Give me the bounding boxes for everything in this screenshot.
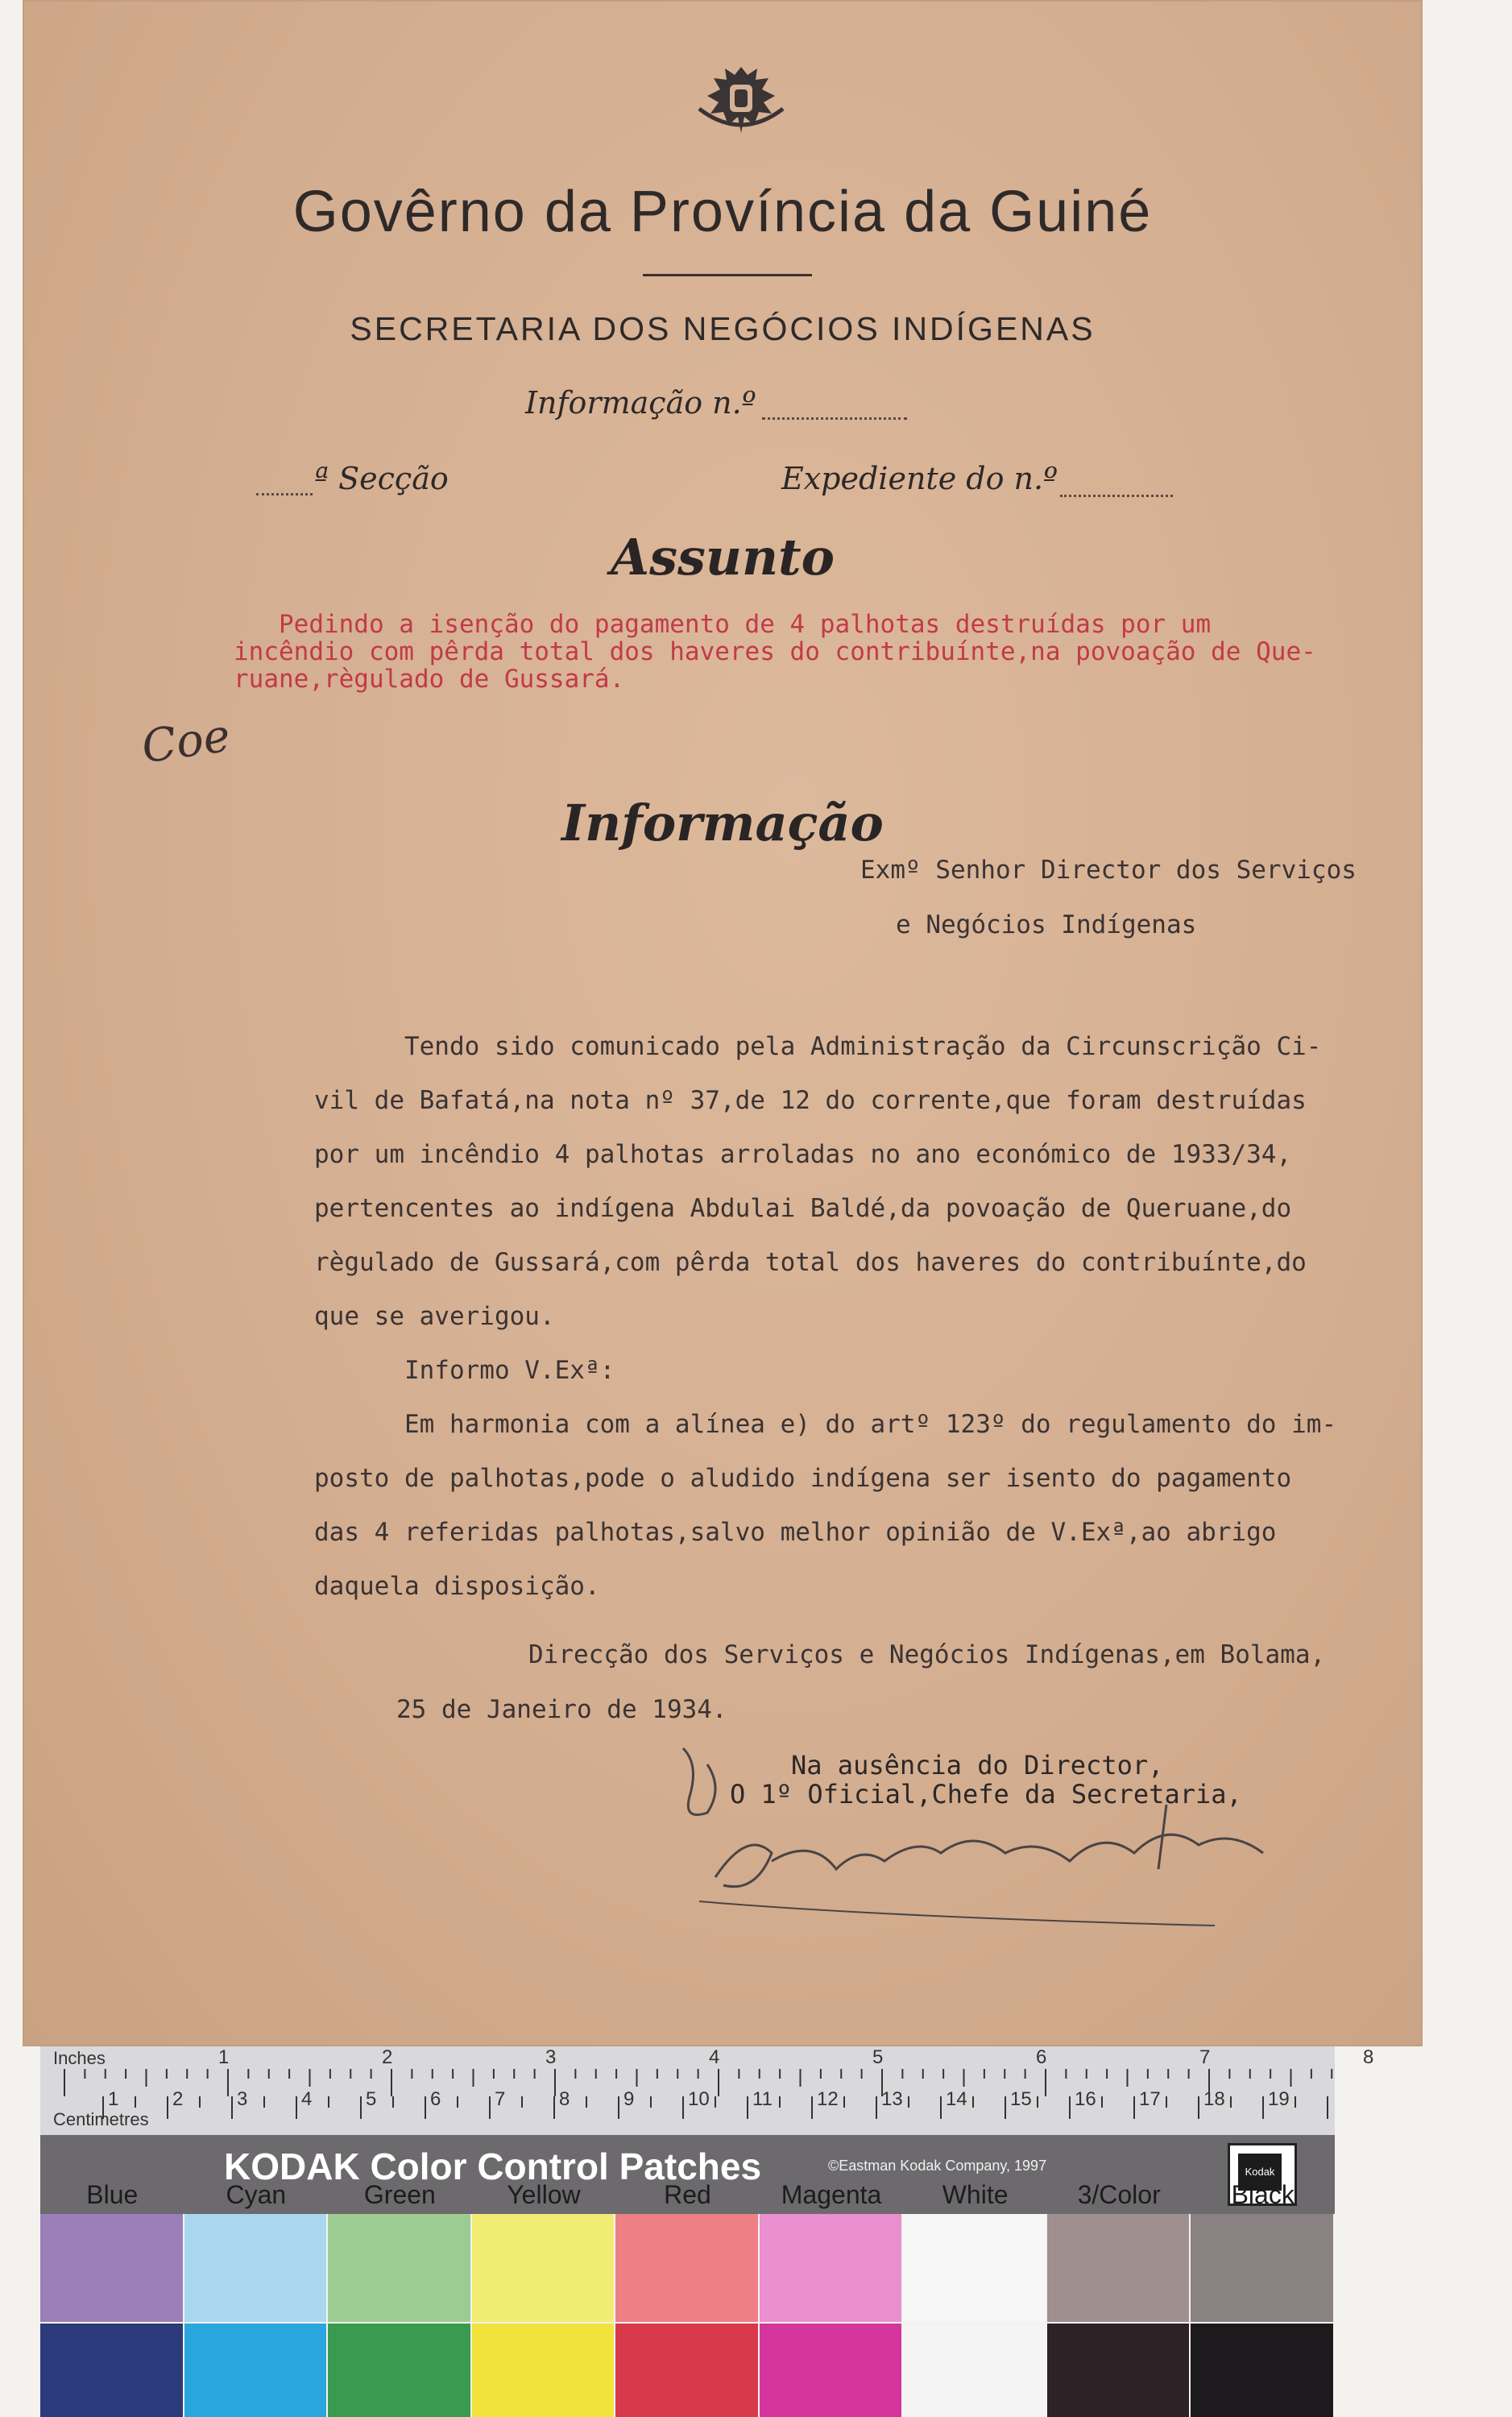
body-line: das 4 referidas palhotas,salvo melhor opinião de V.Exª,ao abrigo [314,1518,1277,1547]
cm-number: 17 [1139,2088,1161,2110]
patch-label: Black [1231,2180,1295,2209]
assunto-line: incêndio com pêrda total dos haveres do contribuínte,na povoação de Que- [234,637,1316,666]
kodak-logo-mark: Kodak [1238,2154,1282,2191]
body-line: daquela disposição. [314,1572,600,1601]
place-line: Direcção dos Serviços e Negócios Indígenas,em Bolama, [528,1640,1326,1669]
color-patch-dark [472,2324,615,2417]
patch-label: Red [664,2180,711,2209]
cm-number: 6 [430,2088,441,2110]
cm-number: 7 [495,2088,506,2110]
document-title: Govêrno da Província da Guiné [292,180,1153,244]
informacao-number-label: Informação n.º [525,385,756,421]
color-patch-light [615,2214,758,2322]
inch-number: 2 [382,2046,393,2068]
salutation-line-1: Exmº Senhor Director dos Serviços [860,856,1357,885]
kodak-brand-title: KODAK Color Control Patches [224,2145,762,2187]
color-patch-light [40,2214,183,2322]
cm-number: 9 [623,2088,635,2110]
body-line: règulado de Gussará,com pêrda total dos haveres do contribuínte,do [314,1248,1307,1277]
inch-number: 5 [872,2046,884,2068]
information-body [314,1020,1336,1614]
coat-of-arms-emblem [691,60,791,141]
cm-number: 1 [108,2088,119,2110]
color-patch-dark [184,2324,327,2417]
color-patch-light [1191,2214,1333,2322]
assunto-text [234,611,1316,693]
cm-number: 13 [881,2088,903,2110]
title-divider [643,274,812,276]
color-patch-dark [903,2324,1046,2417]
body-line: Em harmonia com a alínea e) do artº 123º do regulamento do im- [314,1410,1337,1439]
color-patch-light [1047,2214,1190,2322]
cm-number: 16 [1075,2088,1096,2110]
signature-line-1: Na ausência do Director, [791,1750,1164,1781]
color-patch-light [328,2214,470,2322]
color-patch-dark [615,2324,758,2417]
inch-number: 7 [1199,2046,1211,2068]
cm-number: 19 [1268,2088,1290,2110]
patch-label: Yellow [507,2180,581,2209]
color-patch-dark [1047,2324,1190,2417]
cm-number: 2 [172,2088,184,2110]
color-patch-light [903,2214,1046,2322]
body-line: vil de Bafatá,na nota nº 37,de 12 do corrente,que foram destruídas [314,1086,1307,1115]
color-patch-dark [760,2324,902,2417]
kodak-copyright: ©Eastman Kodak Company, 1997 [828,2158,1047,2174]
cm-number: 4 [301,2088,313,2110]
patch-label: Green [363,2180,436,2209]
body-line: posto de palhotas,pode o aludido indígena ser isento do pagamento [314,1464,1292,1493]
document-page [23,0,1423,2046]
department-heading: SECRETARIA DOS NEGÓCIOS INDÍGENAS [350,310,1096,347]
secao-blank [256,493,313,495]
cm-number: 14 [946,2088,967,2110]
assunto-heading: Assunto [610,528,835,587]
patch-label: White [942,2180,1009,2209]
body-line: que se averigou. [314,1302,555,1331]
body-line: por um incêndio 4 palhotas arroladas no ano económico de 1933/34, [314,1140,1292,1169]
margin-note: Coe [139,709,234,774]
cm-number: 18 [1203,2088,1225,2110]
patch-label: Cyan [226,2180,287,2209]
signature-line-2: O 1º Oficial,Chefe da Secretaria, [730,1779,1242,1810]
secao-label: ª Secção [314,461,449,496]
kodak-color-control-strip [40,2046,1374,2417]
salutation-line-2: e Negócios Indígenas [896,910,1197,939]
inch-number: 8 [1363,2046,1374,2068]
expediente-blank [1060,495,1173,497]
cm-number: 11 [752,2088,773,2110]
cm-number: 15 [1010,2088,1032,2110]
patch-label: 3/Color [1077,2180,1161,2209]
color-patch-dark [1191,2324,1333,2417]
inch-number: 3 [545,2046,557,2068]
color-patch-light [760,2214,902,2322]
cm-number: 8 [559,2088,570,2110]
cm-number: 3 [237,2088,248,2110]
centimetres-label: Centimetres [53,2109,149,2129]
inch-number: 1 [218,2046,230,2068]
inch-number: 6 [1036,2046,1047,2068]
patch-label: Magenta [781,2180,882,2209]
color-patch-dark [40,2324,183,2417]
cm-number: 5 [366,2088,377,2110]
assunto-line: ruane,règulado de Gussará. [234,665,625,694]
patch-label: Blue [86,2180,139,2209]
cm-number: 10 [688,2088,710,2110]
expediente-label: Expediente do n.º [781,461,1058,496]
informacao-number-blank [762,417,907,420]
body-line: Tendo sido comunicado pela Administração da Circunscrição Ci- [314,1032,1322,1061]
color-patch-dark [328,2324,470,2417]
body-line: pertencentes ao indígena Abdulai Baldé,da povoação de Queruane,do [314,1194,1292,1223]
assunto-line: Pedindo a isenção do pagamento de 4 palhotas destruídas por um [234,610,1212,639]
color-patch-light [472,2214,615,2322]
cm-number: 12 [817,2088,839,2110]
body-line: Informo V.Exª: [314,1356,615,1385]
color-patch-light [184,2214,327,2322]
inch-number: 4 [709,2046,720,2068]
date-line: 25 de Janeiro de 1934. [396,1695,727,1724]
inches-label: Inches [53,2048,106,2068]
informacao-heading: Informação [561,794,884,852]
handwritten-signature [651,1732,1311,1934]
